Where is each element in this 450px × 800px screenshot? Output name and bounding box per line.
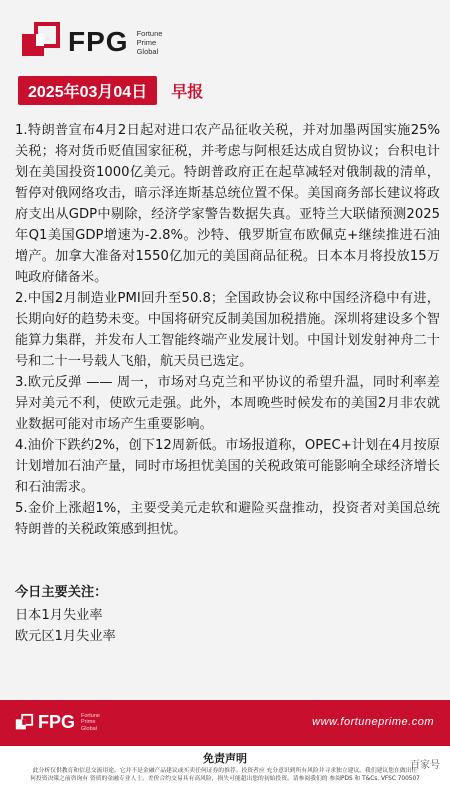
- news-content: [15, 120, 440, 540]
- fpg-logo-icon: [18, 20, 62, 64]
- news-item: 1.特朗普宣布4月2日起对进口农产品征收关税，并对加墨两国实施25%关税；将对货币贬值国家征税，并考虑与阿根廷达成自贸协议；台积电计划在美国投资1000亿美元。特朗普政府正在起草减轻对俄制裁的清单，暂停对俄网络攻击，暗示泽连斯基总统位置不保。美国商务部长建议将政府支出从GDP中剔除，经济学家警告数据失真。亚特兰大联储预测2025年Q1美国GDP增速为-2.8%。沙特、俄罗斯宣布欧佩克+继续推进石油增产。加拿大准备对1550亿加元的美国商品征税。日本本月将投放15万吨政府储备米。: [15, 123, 440, 285]
- date-row: [18, 76, 203, 105]
- news-item: 5.金价上涨超1%，主要受美元走软和避险买盘推动，投资者对美国总统特朗普的关税政策感到担忧。: [15, 501, 440, 537]
- footer-brand-subtitle: Fortune Prime Global: [81, 712, 100, 732]
- footer-bar: [0, 700, 450, 746]
- fpg-logo[interactable]: [18, 20, 162, 64]
- disclaimer-text: 此分析仅供教育和信息交流用途。它并不是金融产品建议或买卖任何证券的推荐。投资者应 充分意识到所有风险并寻求独立建议。我们建议您在做出任何投资决策之前咨询有 资质的金融专业人士。差价合约交易具有高风险，损失可能超出您的初始投资。请参阅我们的 参阅PDS 和 T&Cs. VFSC 700507: [30, 768, 420, 782]
- focus-title: 今日主要关注：: [15, 585, 108, 600]
- website-link[interactable]: www.fortuneprime.com: [312, 716, 434, 728]
- header: [0, 0, 450, 110]
- watermark: 百家号: [410, 760, 440, 771]
- focus-item: 日本1月失业率: [15, 608, 103, 623]
- fpg-logo-icon: [14, 713, 34, 733]
- footer-logo[interactable]: [14, 712, 100, 733]
- disclaimer-title: 免责声明: [203, 752, 247, 765]
- focus-section: [15, 582, 440, 647]
- brand-name: FPG: [68, 26, 129, 57]
- news-item: 2.中国2月制造业PMI回升至50.8；全国政协会议称中国经济稳中有进，长期向好的趋势未变。中国将研究反制美国加税措施。深圳将建设多个智能算力集群，并发布人工智能终端产业发展计划。中国计划发射神舟二十号和二十一号载人飞船，航天员已选定。: [15, 291, 440, 369]
- disclaimer: [0, 746, 450, 800]
- report-label: 早报: [171, 82, 204, 101]
- footer-brand-name: FPG: [38, 712, 76, 732]
- focus-item: 欧元区1月失业率: [15, 629, 116, 644]
- date-badge: 2025年03月04日: [18, 76, 157, 105]
- news-item: 3.欧元反弹 —— 周一，市场对乌克兰和平协议的希望升温，同时利率差异对美元不利，使欧元走强。此外，本周晚些时候发布的美国2月非农就业数据可能对市场产生重要影响。: [15, 375, 440, 432]
- news-item: 4.油价下跌约2%，创下12周新低。市场报道称，OPEC+计划在4月按原计划增加石油产量，同时市场担忧美国的关税政策可能影响全球经济增长和石油需求。: [15, 438, 440, 495]
- brand-subtitle: Fortune Prime Global: [136, 28, 163, 56]
